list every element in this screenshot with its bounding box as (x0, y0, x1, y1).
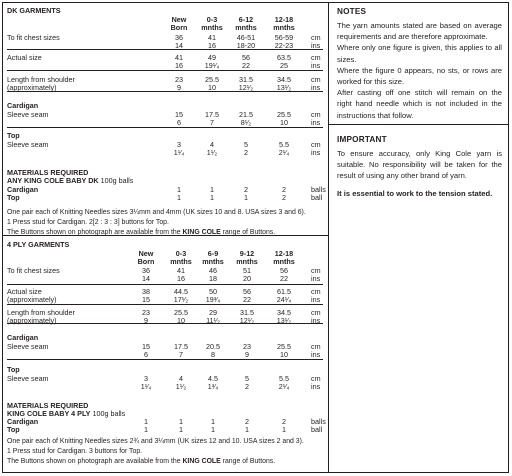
size-value: 51 (243, 266, 251, 275)
size-value: 4 (179, 374, 183, 383)
size-value: 61.5 (277, 287, 291, 296)
size-value: 9 (144, 316, 148, 325)
size-value: 8¹⁄₂ (240, 118, 252, 127)
unit-label: cm (311, 266, 321, 275)
unit-label: ins (311, 61, 321, 70)
size-value: 23 (243, 342, 251, 351)
unit-label: ins (311, 382, 321, 391)
balls-value: 1 (177, 185, 181, 194)
size-value: 14 (142, 274, 150, 283)
size-value: 23 (142, 308, 150, 317)
size-value: 18 (209, 274, 217, 283)
yarn-line (7, 177, 133, 184)
size-value: 4.5 (208, 374, 218, 383)
materials-heading: MATERIALS REQUIRED (7, 401, 89, 410)
row-label: Actual size (7, 287, 42, 296)
note-text: range of Buttons. (220, 229, 276, 236)
size-value: 46-51 (236, 33, 256, 42)
unit-label: cm (311, 374, 321, 383)
size-value: 36 (175, 33, 183, 42)
row-label: (approximately) (7, 295, 57, 304)
size-value: 15 (175, 110, 183, 119)
important-paragraph: To ensure accuracy, only King Cole yarn is suitable. No responsibility will be taken for the result of using any other brand of yarn. (337, 148, 502, 181)
balls-value: 1 (177, 193, 181, 202)
yarn-unit: 100g balls (98, 176, 134, 185)
size-value: 44.5 (174, 287, 188, 296)
unit-label: cm (311, 33, 321, 42)
size-value: 8 (211, 350, 215, 359)
row-label: Sleeve seam (7, 140, 49, 149)
divider (7, 359, 323, 360)
group-label: Top (7, 131, 20, 140)
size-column-header: 9-12 (239, 249, 255, 258)
balls-row-label: Top (7, 193, 20, 202)
size-value: 13¹⁄₂ (276, 83, 292, 92)
size-value: 29 (209, 308, 217, 317)
size-column-header: 6-9 (207, 249, 219, 258)
buttons-source-note (7, 458, 275, 465)
size-value: 1¹⁄₄ (173, 148, 185, 157)
size-value: 12¹⁄₂ (239, 316, 255, 325)
divider (7, 323, 323, 324)
row-label: Actual size (7, 53, 42, 62)
balls-value: 1 (282, 425, 286, 434)
brand-name: KING COLE (182, 458, 221, 465)
balls-value: 2 (282, 417, 286, 426)
yarn-name: ANY KING COLE BABY DK (7, 176, 99, 185)
size-value: 2¹⁄₄ (278, 148, 290, 157)
size-value: 10 (280, 118, 288, 127)
size-column-header: 0-3 (175, 249, 187, 258)
size-value: 56-59 (274, 33, 294, 42)
balls-value: 1 (211, 425, 215, 434)
balls-row-label: Cardigan (7, 185, 39, 194)
size-value: 2¹⁄₄ (278, 382, 290, 391)
unit-label: ins (311, 148, 321, 157)
size-column-header: mnths (273, 257, 295, 266)
size-value: 6 (144, 350, 148, 359)
balls-value: 1 (211, 417, 215, 426)
balls-row-label: Top (7, 425, 20, 434)
size-value: 2 (245, 382, 249, 391)
size-column-header: 6-12 (238, 15, 254, 24)
size-value: 22-23 (274, 41, 294, 50)
balls-value: 2 (244, 185, 248, 194)
size-table-column (3, 3, 329, 472)
size-column-header: mnths (236, 257, 258, 266)
size-value: 10 (177, 316, 185, 325)
size-value: 31.5 (239, 75, 253, 84)
notes-heading: NOTES (337, 7, 367, 16)
unit-label: ball (311, 425, 323, 434)
unit-label: balls (311, 185, 326, 194)
balls-value: 1 (210, 185, 214, 194)
row-label: (approximately) (7, 83, 57, 92)
materials-heading: MATERIALS REQUIRED (7, 168, 89, 177)
size-value: 11¹⁄₂ (206, 316, 220, 325)
row-label: Sleeve seam (7, 110, 49, 119)
size-value: 25.5 (277, 342, 291, 351)
group-label: Cardigan (7, 333, 39, 342)
size-value: 16 (208, 41, 216, 50)
divider (7, 304, 323, 305)
divider (7, 49, 323, 50)
size-value: 13¹⁄₂ (276, 316, 292, 325)
row-label: Length from shoulder (7, 308, 75, 317)
size-column-header: 0-3 (206, 15, 218, 24)
balls-value: 1 (244, 193, 248, 202)
unit-label: cm (311, 75, 321, 84)
size-value: 12¹⁄₂ (238, 83, 254, 92)
unit-label: cm (311, 53, 321, 62)
row-label: Sleeve seam (7, 342, 49, 351)
size-value: 5.5 (279, 140, 289, 149)
size-column-header: 12-18 (274, 15, 294, 24)
row-label: Sleeve seam (7, 374, 49, 383)
size-value: 2 (244, 148, 248, 157)
unit-label: cm (311, 110, 321, 119)
balls-value: 1 (210, 193, 214, 202)
size-column-header: New (171, 15, 187, 24)
size-value: 24¹⁄₄ (276, 295, 292, 304)
size-value: 1³⁄₄ (207, 382, 219, 391)
size-value: 16 (175, 61, 183, 70)
important-heading: IMPORTANT (337, 134, 387, 144)
size-value: 38 (142, 287, 150, 296)
size-value: 1¹⁄₂ (206, 148, 218, 157)
size-value: 3 (177, 140, 181, 149)
unit-label: cm (311, 342, 321, 351)
size-value: 41 (175, 53, 183, 62)
size-value: 7 (179, 350, 183, 359)
size-value: 20.5 (206, 342, 220, 351)
size-value: 23 (175, 75, 183, 84)
row-label: (approximately) (7, 316, 57, 325)
balls-value: 1 (245, 425, 249, 434)
size-value: 46 (209, 266, 217, 275)
size-column-header: mnths (273, 23, 295, 32)
size-value: 17.5 (174, 342, 188, 351)
size-value: 25.5 (205, 75, 219, 84)
size-value: 9 (245, 350, 249, 359)
notes-paragraph: Where the figure 0 appears, no sts, or rows are worked for this size. (337, 65, 502, 87)
size-value: 36 (142, 266, 150, 275)
size-value: 25.5 (277, 110, 291, 119)
section-heading: DK GARMENTS (7, 6, 61, 15)
needles-note: One pair each of Knitting Needles sizes 2¾ and 3¼mm (UK sizes 12 and 10. USA sizes 2 and 3). (7, 438, 304, 445)
size-value: 4 (210, 140, 214, 149)
balls-value: 1 (144, 417, 148, 426)
group-label: Cardigan (7, 101, 39, 110)
size-column-header: mnths (170, 257, 192, 266)
size-value: 15 (142, 295, 150, 304)
note-text: The Buttons shown on photograph are available from the (7, 458, 183, 465)
size-value: 15 (142, 342, 150, 351)
size-value: 9 (177, 83, 181, 92)
size-value: 22 (280, 274, 288, 283)
size-value: 25.5 (174, 308, 188, 317)
size-column-header: mnths (201, 23, 223, 32)
size-column-header: Born (137, 257, 155, 266)
unit-label: ins (311, 274, 321, 283)
size-value: 56 (280, 266, 288, 275)
size-value: 10 (208, 83, 216, 92)
size-value: 34.5 (277, 75, 291, 84)
size-value: 1¹⁄₄ (140, 382, 152, 391)
size-value: 41 (208, 33, 216, 42)
row-label: To fit chest sizes (7, 266, 60, 275)
unit-label: ins (311, 316, 321, 325)
size-value: 6 (177, 118, 181, 127)
size-value: 56 (242, 53, 250, 62)
size-value: 22 (242, 61, 250, 70)
balls-value: 2 (282, 193, 286, 202)
brand-name: KING COLE (182, 229, 221, 236)
size-value: 19³⁄₄ (205, 295, 221, 304)
size-column-header: New (138, 249, 154, 258)
size-value: 3 (144, 374, 148, 383)
row-label: Length from shoulder (7, 75, 75, 84)
unit-label: cm (311, 140, 321, 149)
row-label: To fit chest sizes (7, 33, 60, 42)
size-value: 5.5 (279, 374, 289, 383)
size-value: 5 (245, 374, 249, 383)
unit-label: ins (311, 41, 321, 50)
divider (7, 91, 323, 92)
yarn-name: KING COLE BABY 4 PLY (7, 409, 91, 418)
size-value: 16 (177, 274, 185, 283)
size-value: 41 (177, 266, 185, 275)
note-text: The Buttons shown on photograph are available from the (7, 229, 183, 236)
divider (3, 235, 328, 236)
size-column-header: mnths (235, 23, 257, 32)
size-value: 10 (280, 350, 288, 359)
size-value: 20 (243, 274, 251, 283)
unit-label: ins (311, 118, 321, 127)
important-tension-note: It is essential to work to the tension stated. (337, 189, 493, 199)
size-value: 31.5 (240, 308, 254, 317)
size-value: 34.5 (277, 308, 291, 317)
size-value: 1¹⁄₂ (175, 382, 187, 391)
balls-value: 2 (245, 417, 249, 426)
divider (7, 70, 323, 71)
size-value: 21.5 (239, 110, 253, 119)
group-label: Top (7, 365, 20, 374)
yarn-unit: 100g balls (90, 409, 126, 418)
size-value: 63.5 (277, 53, 291, 62)
divider (7, 127, 323, 128)
balls-row-label: Cardigan (7, 417, 39, 426)
size-value: 7 (210, 118, 214, 127)
notes-paragraph: After casting off one stitch will remain on the right hand needle which is not included in the instructions that follow. (337, 88, 502, 120)
pattern-panel (2, 2, 509, 473)
needles-note: One pair each of Knitting Needles sizes 3¼mm and 4mm (UK sizes 10 and 8. USA sizes 3 and 6). (7, 209, 306, 216)
size-value: 56 (243, 287, 251, 296)
buttons-note: 1 Press stud for Cardigan. 3 buttons for Top. (7, 448, 143, 455)
size-value: 18-20 (236, 41, 256, 50)
notes-column (329, 3, 508, 472)
unit-label: balls (311, 417, 326, 426)
balls-value: 2 (282, 185, 286, 194)
unit-label: cm (311, 308, 321, 317)
note-text: range of Buttons. (220, 458, 276, 465)
notes-paragraph: Where only one figure is given, this applies to all sizes. (337, 43, 502, 64)
section-heading: 4 PLY GARMENTS (7, 240, 70, 249)
balls-value: 1 (144, 425, 148, 434)
buttons-note: 1 Press stud for Cardigan. 2[2 : 3 : 3] buttons for Top. (7, 219, 169, 226)
size-value: 5 (244, 140, 248, 149)
unit-label: ball (311, 193, 323, 202)
size-column-header: 12-18 (274, 249, 294, 258)
unit-label: ins (311, 295, 321, 304)
size-column-header: Born (170, 23, 188, 32)
balls-value: 1 (179, 425, 183, 434)
size-value: 14 (175, 41, 183, 50)
unit-label: cm (311, 287, 321, 296)
size-value: 17.5 (205, 110, 219, 119)
unit-label: ins (311, 350, 321, 359)
size-value: 17¹⁄₂ (173, 295, 189, 304)
size-column-header: mnths (202, 257, 224, 266)
balls-value: 1 (179, 417, 183, 426)
size-value: 19¹⁄₄ (204, 61, 220, 70)
size-value: 50 (209, 287, 217, 296)
divider (7, 284, 323, 285)
size-value: 22 (243, 295, 251, 304)
unit-label: ins (311, 83, 321, 92)
size-value: 25 (280, 61, 288, 70)
notes-paragraph: The yarn amounts stated are based on average requirements and are therefore approximate. (337, 21, 502, 42)
size-value: 49 (208, 53, 216, 62)
